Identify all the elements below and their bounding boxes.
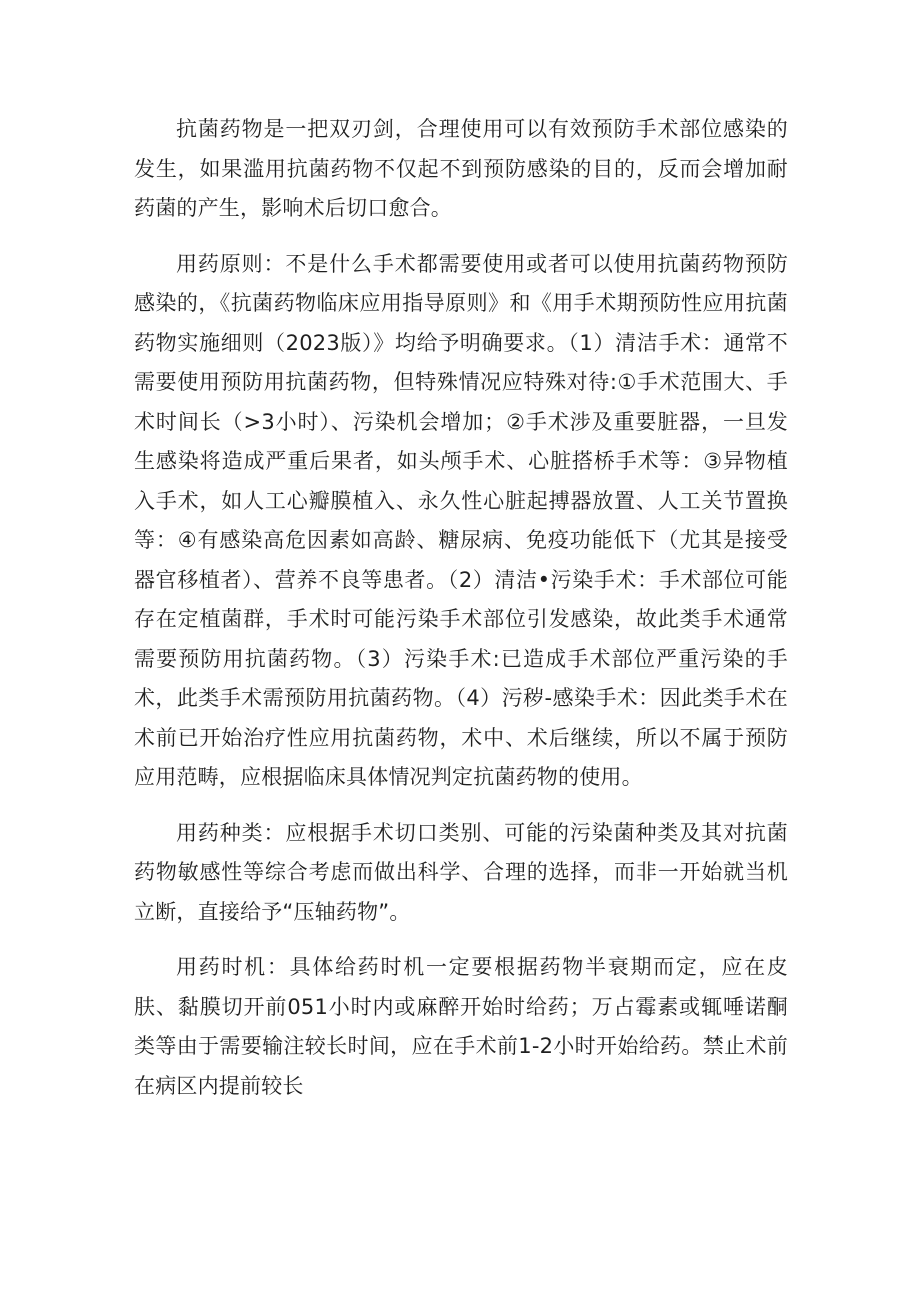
paragraph-medication-principles: 用药原则：不是什么手术都需要使用或者可以使用抗菌药物预防感染的，《抗菌药物临床应用指导原则》和《用手术期预防性应用抗菌药物实施细则（2023版）》均给予明确要求。（1）清洁手术：通常不需要使用预防用抗菌药物，但特殊情况应特殊对待:①手术范围大、手术时间长（>3小时）、污染机会增加；②手术涉及重要脏器，一旦发生感染将造成严重后果者，如头颅手术、心脏搭桥手术等：③异物植入手术，如人工心瓣膜植入、永久性心脏起搏器放置、人工关节置换等：④有感染高危因素如高龄、糖尿病、免疫功能低下（尤其是接受器官移植者）、营养不良等患者。（2）清洁•污染手术：手术部位可能存在定植菌群，手术时可能污染手术部位引发感染，故此类手术通常需要预防用抗菌药物。（3）污染手术:已造成手术部位严重污染的手术，此类手术需预防用抗菌药物。（4）污秽-感染手术：因此类手术在术前已开始治疗性应用抗菌药物，术中、术后继续，所以不属于预防应用范畴，应根据临床具体情况判定抗菌药物的使用。 — [134, 251, 788, 789]
paragraph-antibiotic-intro: 抗菌药物是一把双刃剑，合理使用可以有效预防手术部位感染的发生，如果滥用抗菌药物不仅起不到预防感染的目的，反而会增加耐药菌的产生，影响术后切口愈合。 — [134, 117, 788, 220]
document-body — [134, 110, 788, 1122]
paragraph-medication-types: 用药种类：应根据手术切口类别、可能的污染菌种类及其对抗菌药物敏感性等综合考虑而做出科学、合理的选择，而非一开始就当机立断，直接给予“压轴药物”。 — [134, 820, 788, 924]
paragraph-medication-timing: 用药时机：具体给药时机一定要根据药物半衰期而定，应在皮肤、黏膜切开前051小时内或麻醉开始时给药；万占霉素或辄唾诺酮类等由于需要输注较长时间，应在手术前1-2小时开始给药。禁止术前在病区内提前较长 — [134, 955, 788, 1098]
